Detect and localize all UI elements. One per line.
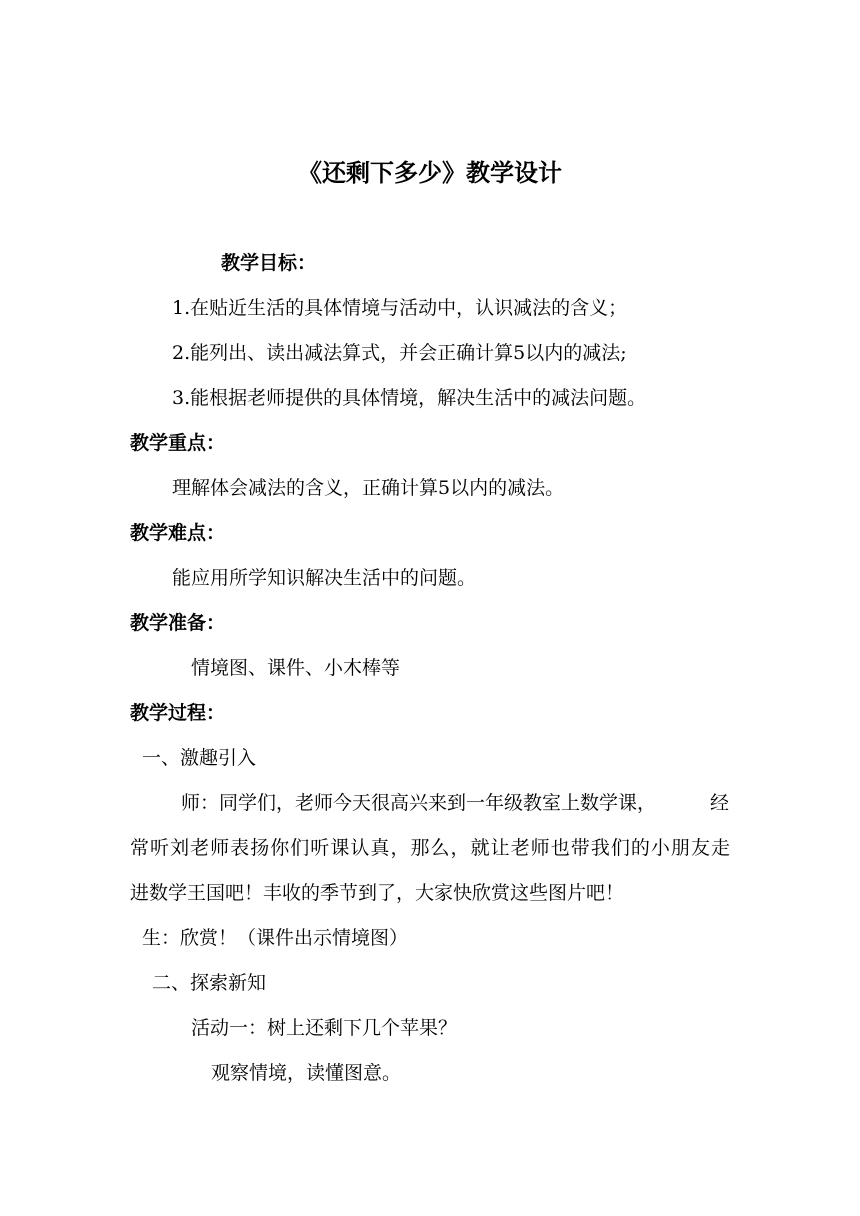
activity-one-heading: 活动一：树上还剩下几个苹果？ (191, 1017, 458, 1039)
preparation-text: 情境图、课件、小木棒等 (191, 657, 401, 679)
difficulties-heading: 教学难点： (130, 522, 226, 544)
document-title: 《还剩下多少》教学设计 (298, 158, 562, 187)
teacher-line-3: 进数学王国吧！丰收的季节到了，大家快欣赏这些图片吧！ (130, 882, 625, 904)
key-points-heading: 教学重点： (130, 432, 226, 454)
objective-item-1: 1.在贴近生活的具体情境与活动中，认识减法的含义； (172, 297, 628, 319)
difficulties-text: 能应用所学知识解决生活中的问题。 (172, 567, 477, 589)
observe-line: 观察情境，读懂图意。 (211, 1062, 402, 1084)
objective-item-3: 3.能根据老师提供的具体情境，解决生活中的减法问题。 (172, 387, 647, 409)
objectives-heading: 教学目标： (221, 252, 317, 274)
teacher-line-1b: 经 (710, 792, 730, 814)
section-one-heading: 一、激趣引入 (142, 747, 257, 769)
teacher-line-1a: 师：同学们，老师今天很高兴来到一年级教室上数学课， (181, 792, 657, 814)
section-two-heading: 二、探索新知 (152, 972, 267, 994)
process-heading: 教学过程： (130, 702, 226, 724)
student-line: 生：欣赏！（课件出示情境图） (142, 927, 409, 949)
objective-item-2: 2.能列出、读出减法算式，并会正确计算5以内的减法; (172, 342, 627, 364)
preparation-heading: 教学准备： (130, 612, 226, 634)
key-points-text: 理解体会减法的含义，正确计算5以内的减法。 (172, 477, 565, 499)
teacher-line-2: 常听刘老师表扬你们听课认真，那么，就让老师也带我们的小朋友走 (130, 837, 730, 859)
